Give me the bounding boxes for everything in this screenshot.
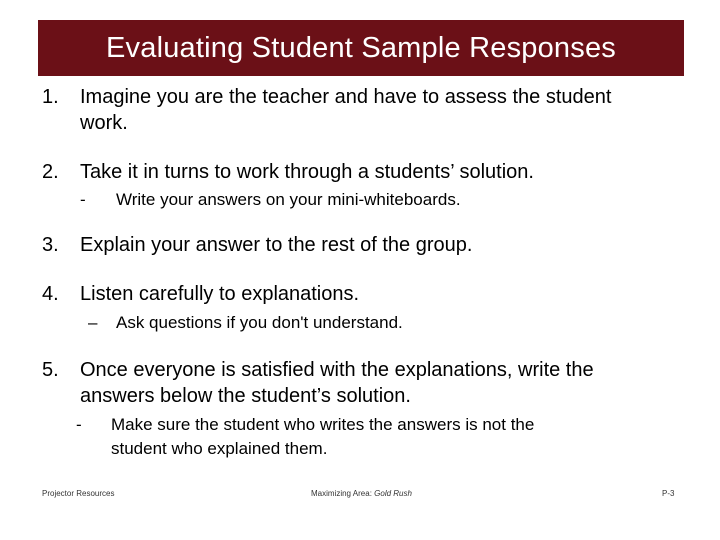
item-text: Take it in turns to work through a students’ solution. [80, 161, 534, 183]
sub-item-text: Ask questions if you don't understand. [116, 313, 403, 332]
item-text-line2: work. [80, 112, 128, 134]
item-text: Explain your answer to the rest of the group. [80, 234, 473, 256]
sub-bullet: - [80, 190, 86, 209]
sub-bullet: - [76, 415, 82, 434]
sub-item-text-line1: Make sure the student who writes the answers is not the [111, 415, 535, 434]
sub-item-text: Write your answers on your mini-whiteboards. [116, 190, 461, 209]
item-text-line1: Once everyone is satisfied with the explanations, write the [80, 359, 594, 381]
item-number: 2. [42, 161, 59, 183]
slide-title-bar [38, 20, 684, 76]
page-number: P-3 [662, 489, 675, 498]
item-text: Listen carefully to explanations. [80, 283, 360, 305]
sub-item-text-line2: student who explained them. [111, 439, 328, 458]
footer-left: Projector Resources [42, 489, 115, 498]
item-number: 1. [42, 86, 59, 108]
item-number: 4. [42, 283, 59, 305]
footer-center-prefix: Maximizing Area: [311, 489, 375, 498]
slide-title: Evaluating Student Sample Responses [106, 31, 616, 64]
item-text-line2: answers below the student’s solution. [80, 385, 411, 407]
item-text-line1: Imagine you are the teacher and have to assess the student [80, 86, 612, 108]
item-number: 3. [42, 234, 59, 256]
sub-bullet: – [88, 313, 98, 332]
footer-center [311, 489, 412, 498]
item-number: 5. [42, 359, 59, 381]
footer-center-italic: Gold Rush [374, 489, 412, 498]
